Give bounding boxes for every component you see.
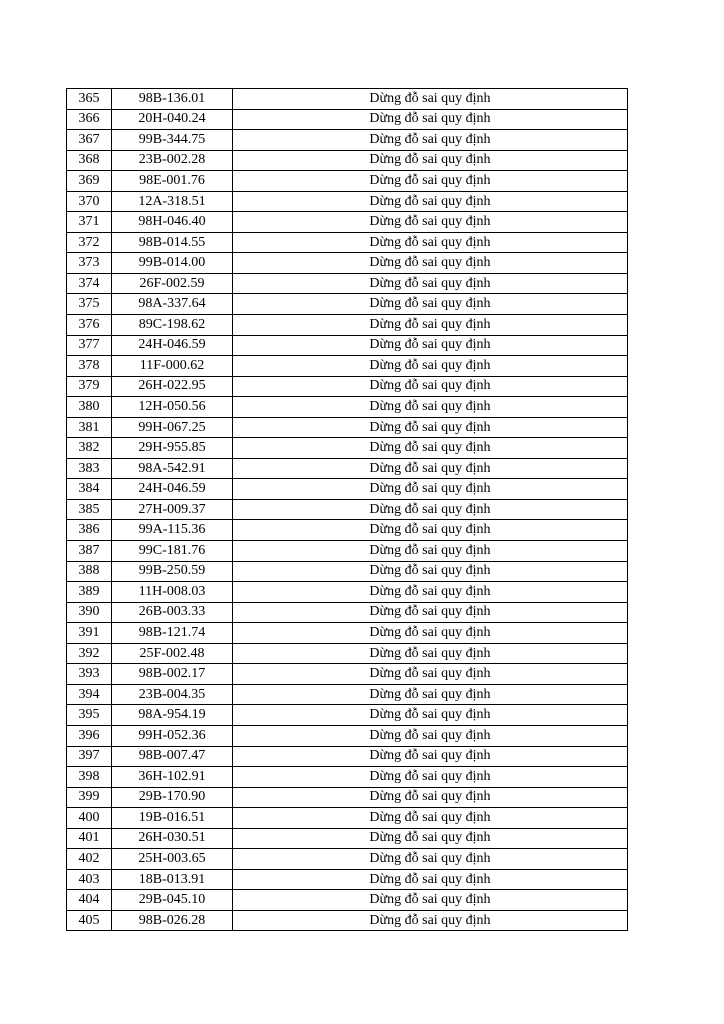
table-row [67, 253, 628, 274]
violation-cell: Dừng đỗ sai quy định [233, 273, 628, 294]
license-plate-cell: 98A-542.91 [112, 458, 233, 479]
license-plate-cell: 98B-026.28 [112, 910, 233, 931]
table-row [67, 808, 628, 829]
violation-cell: Dừng đỗ sai quy định [233, 479, 628, 500]
table-row [67, 643, 628, 664]
table-row [67, 458, 628, 479]
violation-cell: Dừng đỗ sai quy định [233, 150, 628, 171]
violation-cell: Dừng đỗ sai quy định [233, 828, 628, 849]
license-plate-cell: 29H-955.85 [112, 438, 233, 459]
row-number-cell: 374 [67, 273, 112, 294]
license-plate-cell: 99C-181.76 [112, 541, 233, 562]
license-plate-cell: 25H-003.65 [112, 849, 233, 870]
table-row [67, 602, 628, 623]
violation-cell: Dừng đỗ sai quy định [233, 232, 628, 253]
table-row [67, 335, 628, 356]
license-plate-cell: 18B-013.91 [112, 869, 233, 890]
license-plate-cell: 99B-014.00 [112, 253, 233, 274]
violation-cell: Dừng đỗ sai quy định [233, 499, 628, 520]
row-number-cell: 390 [67, 602, 112, 623]
license-plate-cell: 98B-007.47 [112, 746, 233, 767]
row-number-cell: 392 [67, 643, 112, 664]
table-row [67, 910, 628, 931]
license-plate-cell: 98E-001.76 [112, 171, 233, 192]
table-row [67, 376, 628, 397]
row-number-cell: 380 [67, 397, 112, 418]
table-row [67, 767, 628, 788]
violation-cell: Dừng đỗ sai quy định [233, 191, 628, 212]
violation-cell: Dừng đỗ sai quy định [233, 294, 628, 315]
violation-cell: Dừng đỗ sai quy định [233, 746, 628, 767]
table-row [67, 849, 628, 870]
table-row [67, 294, 628, 315]
table-row [67, 109, 628, 130]
row-number-cell: 371 [67, 212, 112, 233]
violation-cell: Dừng đỗ sai quy định [233, 315, 628, 336]
table-row [67, 171, 628, 192]
license-plate-cell: 98B-002.17 [112, 664, 233, 685]
row-number-cell: 370 [67, 191, 112, 212]
table-row [67, 582, 628, 603]
row-number-cell: 372 [67, 232, 112, 253]
table-row [67, 191, 628, 212]
row-number-cell: 398 [67, 767, 112, 788]
table-row [67, 541, 628, 562]
license-plate-cell: 98B-014.55 [112, 232, 233, 253]
violation-cell: Dừng đỗ sai quy định [233, 602, 628, 623]
row-number-cell: 396 [67, 725, 112, 746]
violation-cell: Dừng đỗ sai quy định [233, 397, 628, 418]
table-row [67, 725, 628, 746]
license-plate-cell: 23B-002.28 [112, 150, 233, 171]
violation-cell: Dừng đỗ sai quy định [233, 869, 628, 890]
table-row [67, 684, 628, 705]
row-number-cell: 388 [67, 561, 112, 582]
row-number-cell: 382 [67, 438, 112, 459]
license-plate-cell: 29B-170.90 [112, 787, 233, 808]
license-plate-cell: 98H-046.40 [112, 212, 233, 233]
row-number-cell: 395 [67, 705, 112, 726]
license-plate-cell: 98A-337.64 [112, 294, 233, 315]
table-row [67, 315, 628, 336]
license-plate-cell: 99H-052.36 [112, 725, 233, 746]
license-plate-cell: 99A-115.36 [112, 520, 233, 541]
row-number-cell: 401 [67, 828, 112, 849]
violation-cell: Dừng đỗ sai quy định [233, 376, 628, 397]
violations-table-body [67, 89, 628, 931]
license-plate-cell: 99H-067.25 [112, 417, 233, 438]
violation-cell: Dừng đỗ sai quy định [233, 910, 628, 931]
row-number-cell: 397 [67, 746, 112, 767]
row-number-cell: 384 [67, 479, 112, 500]
table-row [67, 89, 628, 110]
violation-cell: Dừng đỗ sai quy định [233, 89, 628, 110]
table-row [67, 623, 628, 644]
violation-cell: Dừng đỗ sai quy định [233, 684, 628, 705]
license-plate-cell: 12H-050.56 [112, 397, 233, 418]
license-plate-cell: 99B-344.75 [112, 130, 233, 151]
table-row [67, 479, 628, 500]
license-plate-cell: 12A-318.51 [112, 191, 233, 212]
row-number-cell: 387 [67, 541, 112, 562]
table-row [67, 356, 628, 377]
table-row [67, 212, 628, 233]
table-row [67, 130, 628, 151]
row-number-cell: 376 [67, 315, 112, 336]
row-number-cell: 393 [67, 664, 112, 685]
row-number-cell: 368 [67, 150, 112, 171]
license-plate-cell: 89C-198.62 [112, 315, 233, 336]
license-plate-cell: 26H-030.51 [112, 828, 233, 849]
violation-cell: Dừng đỗ sai quy định [233, 109, 628, 130]
violation-cell: Dừng đỗ sai quy định [233, 458, 628, 479]
license-plate-cell: 98B-136.01 [112, 89, 233, 110]
license-plate-cell: 20H-040.24 [112, 109, 233, 130]
table-row [67, 397, 628, 418]
license-plate-cell: 26F-002.59 [112, 273, 233, 294]
row-number-cell: 375 [67, 294, 112, 315]
license-plate-cell: 36H-102.91 [112, 767, 233, 788]
license-plate-cell: 24H-046.59 [112, 479, 233, 500]
violation-cell: Dừng đỗ sai quy định [233, 171, 628, 192]
row-number-cell: 378 [67, 356, 112, 377]
row-number-cell: 369 [67, 171, 112, 192]
violations-table [66, 88, 628, 931]
table-row [67, 520, 628, 541]
violation-cell: Dừng đỗ sai quy định [233, 561, 628, 582]
row-number-cell: 383 [67, 458, 112, 479]
table-row [67, 869, 628, 890]
violation-cell: Dừng đỗ sai quy định [233, 582, 628, 603]
violation-cell: Dừng đỗ sai quy định [233, 808, 628, 829]
row-number-cell: 405 [67, 910, 112, 931]
violation-cell: Dừng đỗ sai quy định [233, 705, 628, 726]
violation-cell: Dừng đỗ sai quy định [233, 664, 628, 685]
row-number-cell: 366 [67, 109, 112, 130]
row-number-cell: 403 [67, 869, 112, 890]
license-plate-cell: 24H-046.59 [112, 335, 233, 356]
table-row [67, 417, 628, 438]
violation-cell: Dừng đỗ sai quy định [233, 725, 628, 746]
license-plate-cell: 11F-000.62 [112, 356, 233, 377]
row-number-cell: 373 [67, 253, 112, 274]
row-number-cell: 391 [67, 623, 112, 644]
license-plate-cell: 23B-004.35 [112, 684, 233, 705]
violation-cell: Dừng đỗ sai quy định [233, 787, 628, 808]
row-number-cell: 381 [67, 417, 112, 438]
table-row [67, 828, 628, 849]
row-number-cell: 367 [67, 130, 112, 151]
table-row [67, 890, 628, 911]
violation-cell: Dừng đỗ sai quy định [233, 130, 628, 151]
table-row [67, 664, 628, 685]
table-row [67, 787, 628, 808]
violation-cell: Dừng đỗ sai quy định [233, 541, 628, 562]
table-row [67, 746, 628, 767]
violation-cell: Dừng đỗ sai quy định [233, 767, 628, 788]
violation-cell: Dừng đỗ sai quy định [233, 623, 628, 644]
row-number-cell: 402 [67, 849, 112, 870]
table-row [67, 150, 628, 171]
table-row [67, 499, 628, 520]
row-number-cell: 389 [67, 582, 112, 603]
license-plate-cell: 25F-002.48 [112, 643, 233, 664]
row-number-cell: 394 [67, 684, 112, 705]
license-plate-cell: 11H-008.03 [112, 582, 233, 603]
violation-cell: Dừng đỗ sai quy định [233, 356, 628, 377]
license-plate-cell: 19B-016.51 [112, 808, 233, 829]
license-plate-cell: 27H-009.37 [112, 499, 233, 520]
table-row [67, 273, 628, 294]
violation-cell: Dừng đỗ sai quy định [233, 438, 628, 459]
row-number-cell: 377 [67, 335, 112, 356]
table-row [67, 438, 628, 459]
license-plate-cell: 26H-022.95 [112, 376, 233, 397]
table-row [67, 705, 628, 726]
violation-cell: Dừng đỗ sai quy định [233, 212, 628, 233]
row-number-cell: 404 [67, 890, 112, 911]
violation-cell: Dừng đỗ sai quy định [233, 643, 628, 664]
table-row [67, 232, 628, 253]
license-plate-cell: 98A-954.19 [112, 705, 233, 726]
violation-cell: Dừng đỗ sai quy định [233, 335, 628, 356]
table-row [67, 561, 628, 582]
violation-cell: Dừng đỗ sai quy định [233, 417, 628, 438]
violation-cell: Dừng đỗ sai quy định [233, 849, 628, 870]
license-plate-cell: 29B-045.10 [112, 890, 233, 911]
violation-cell: Dừng đỗ sai quy định [233, 253, 628, 274]
license-plate-cell: 26B-003.33 [112, 602, 233, 623]
row-number-cell: 379 [67, 376, 112, 397]
row-number-cell: 399 [67, 787, 112, 808]
license-plate-cell: 98B-121.74 [112, 623, 233, 644]
row-number-cell: 400 [67, 808, 112, 829]
row-number-cell: 386 [67, 520, 112, 541]
license-plate-cell: 99B-250.59 [112, 561, 233, 582]
violation-cell: Dừng đỗ sai quy định [233, 890, 628, 911]
row-number-cell: 365 [67, 89, 112, 110]
row-number-cell: 385 [67, 499, 112, 520]
violation-cell: Dừng đỗ sai quy định [233, 520, 628, 541]
